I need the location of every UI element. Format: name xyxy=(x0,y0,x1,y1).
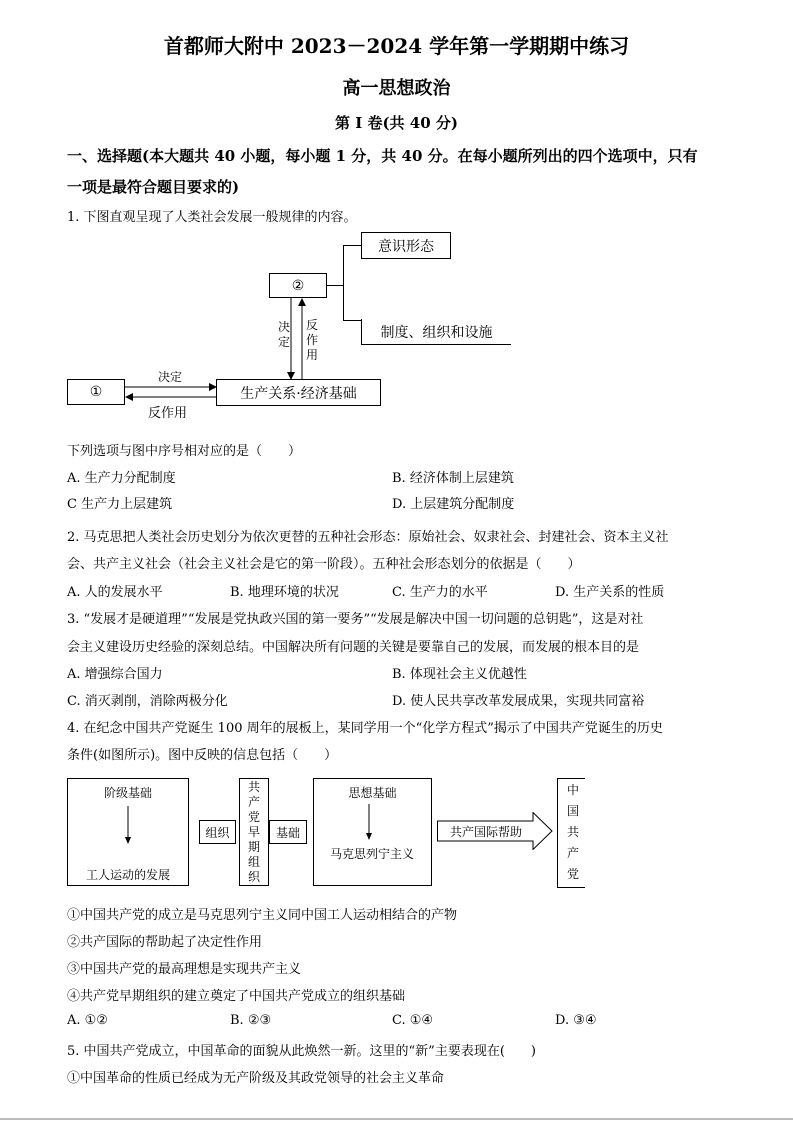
foundation-box: 基础 xyxy=(269,820,307,844)
q4-statement-3: ③中国共产党的最高理想是实现共产主义 xyxy=(67,962,302,977)
bracket-mid xyxy=(327,285,343,286)
cpc-label: 中国共产党 xyxy=(566,783,579,881)
class-base-label: 阶级基础 xyxy=(103,786,152,800)
q1-question: 下列选项与图中序号相对应的是（ ） xyxy=(67,444,302,459)
marxism-label: 马克思列宁主义 xyxy=(329,847,414,861)
q2-line2: 会、共产主义社会（社会主义社会是它的第一阶段）。五种社会形态划分的依据是（ ） xyxy=(67,557,581,572)
q4-option-b: B. ②③ xyxy=(230,1013,272,1028)
q3-option-d: D. 使人民共享改革发展成果，实现共同富裕 xyxy=(392,694,645,709)
q1-option-a: A. 生产力分配制度 xyxy=(67,471,176,486)
q4-statement-1: ①中国共产党的成立是马克思列宁主义同中国工人运动相结合的产物 xyxy=(67,908,458,923)
section-heading-line1: 一、选择题(本大题共 40 小题，每小题 1 分，共 40 分。在每小题所列出的四个选项中，只有 xyxy=(67,147,698,165)
q1-stem: 1. 下图直观呈现了人类社会发展一般规律的内容。 xyxy=(67,210,357,225)
base-box: 生产关系·经济基础 xyxy=(216,379,381,406)
q5-stem: 5. 中国共产党成立，中国革命的面貌从此焕然一新。这里的“新”主要表现在( ) xyxy=(67,1044,536,1059)
section-heading-line2: 一项是最符合题目要求的) xyxy=(67,178,240,196)
subject-title: 高一思想政治 xyxy=(342,78,451,99)
organization-box: 组织 xyxy=(199,820,236,844)
decide-vertical-label: 决定 xyxy=(277,320,290,349)
react-horizontal-label: 反作用 xyxy=(148,406,188,421)
q3-option-a: A. 增强综合国力 xyxy=(67,667,163,682)
q1-option-d: D. 上层建筑分配制度 xyxy=(392,497,515,512)
q3-line2: 会主义建设历史经验的深刻总结。中国解决所有问题的关键是要靠自己的发展，而发展的根本目的是 xyxy=(67,640,640,655)
decide-horizontal-label: 决定 xyxy=(158,370,183,384)
q5-statement-1: ①中国革命的性质已经成为无产阶级及其政党领导的社会主义革命 xyxy=(67,1071,445,1086)
q1-option-c: C 生产力上层建筑 xyxy=(67,497,173,512)
q2-option-c: C. 生产力的水平 xyxy=(392,585,488,600)
page-title: 首都师大附中 2023－2024 学年第一学期期中练习 xyxy=(163,34,630,58)
bracket-top xyxy=(343,245,361,246)
class-base-arrow xyxy=(123,806,133,844)
thought-base-label: 思想基础 xyxy=(348,786,397,800)
comintern-label: 共产国际帮助 xyxy=(449,825,522,839)
q4-option-a: A. ①② xyxy=(67,1013,108,1028)
workers-label: 工人运动的发展 xyxy=(85,868,170,882)
q4-statement-4: ④共产党早期组织的建立奠定了中国共产党成立的组织基础 xyxy=(67,989,406,1004)
q4-line1: 4. 在纪念中国共产党诞生 100 周年的展板上，某同学用一个“化学方程式”揭示了中国共产党诞生的历史 xyxy=(67,721,663,736)
early-org-label: 共产党早期组织 xyxy=(247,780,260,884)
q2-line1: 2. 马克思把人类社会历史划分为依次更替的五种社会形态：原始社会、奴隶社会、封建社会、资本主义社 xyxy=(67,530,669,545)
react-vertical-label: 反作用 xyxy=(305,318,318,362)
page-bottom-divider xyxy=(0,1118,793,1120)
q4-statement-2: ②共产国际的帮助起了决定性作用 xyxy=(67,935,263,950)
circle1-box: ① xyxy=(67,379,125,405)
volume-title: 第 I 卷(共 40 分) xyxy=(335,114,458,132)
bracket-bottom xyxy=(343,320,361,321)
ideology-box: 意识形态 xyxy=(361,232,451,259)
q4-option-c: C. ①④ xyxy=(392,1013,434,1028)
thought-base-arrow xyxy=(364,804,374,840)
q4-line2: 条件(如图所示)。图中反映的信息包括（ ） xyxy=(67,748,338,763)
institutions-label: 制度、组织和设施 xyxy=(361,319,511,345)
q4-option-d: D. ③④ xyxy=(555,1013,597,1028)
q3-line1: 3. “发展才是硬道理”“发展是党执政兴国的第一要务”“发展是解决中国一切问题的总钥匙”，这是对社 xyxy=(67,612,644,627)
q2-option-d: D. 生产关系的性质 xyxy=(555,585,665,600)
q3-option-b: B. 体现社会主义优越性 xyxy=(392,667,527,682)
q3-option-c: C. 消灭剥削，消除两极分化 xyxy=(67,694,228,709)
circle2-box: ② xyxy=(269,273,327,298)
bracket-line xyxy=(343,245,344,320)
horizontal-arrows xyxy=(125,383,217,403)
q2-option-b: B. 地理环境的状况 xyxy=(230,585,339,600)
q2-option-a: A. 人的发展水平 xyxy=(67,585,163,600)
q1-option-b: B. 经济体制上层建筑 xyxy=(392,471,514,486)
